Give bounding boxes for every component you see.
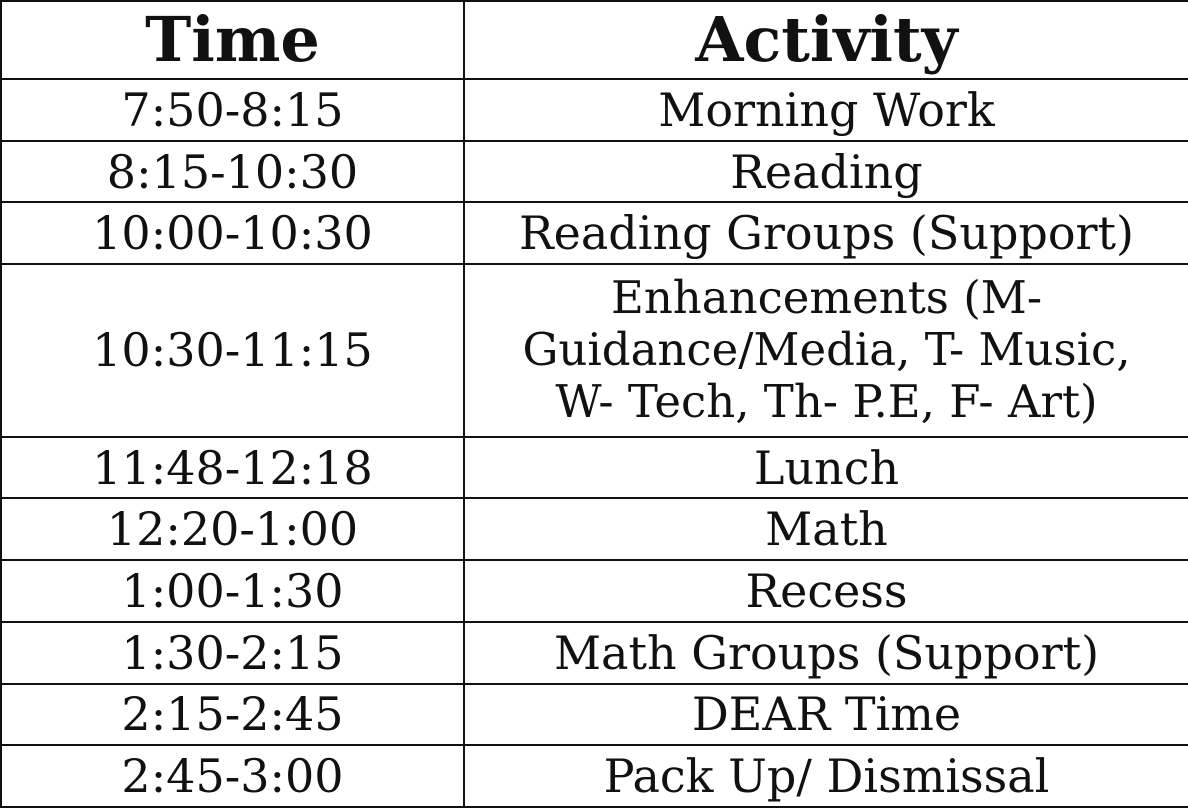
- time-cell: 2:45-3:00: [1, 745, 464, 807]
- time-cell: 10:00-10:30: [1, 202, 464, 264]
- activity-column-header: Activity: [464, 1, 1188, 79]
- activity-cell: DEAR Time: [464, 684, 1188, 746]
- time-cell: 8:15-10:30: [1, 141, 464, 203]
- time-cell: 10:30-11:15: [1, 264, 464, 437]
- time-cell: 7:50-8:15: [1, 79, 464, 141]
- table-row: [1, 264, 1188, 437]
- activity-cell: Math Groups (Support): [464, 622, 1188, 684]
- header-row: [1, 1, 1188, 79]
- table-row: [1, 141, 1188, 203]
- activity-line: W- Tech, Th- P.E, F- Art): [555, 375, 1098, 429]
- table-row: [1, 498, 1188, 560]
- activity-cell: Reading: [464, 141, 1188, 203]
- table-row: [1, 560, 1188, 622]
- time-cell: 1:00-1:30: [1, 560, 464, 622]
- table-row: [1, 745, 1188, 807]
- table-row: [1, 622, 1188, 684]
- table-row: [1, 684, 1188, 746]
- activity-cell: Reading Groups (Support): [464, 202, 1188, 264]
- activity-cell: Math: [464, 498, 1188, 560]
- activity-line: Guidance/Media, T- Music,: [522, 323, 1131, 377]
- activity-cell: Recess: [464, 560, 1188, 622]
- activity-cell: Pack Up/ Dismissal: [464, 745, 1188, 807]
- time-cell: 2:15-2:45: [1, 684, 464, 746]
- activity-cell: Morning Work: [464, 79, 1188, 141]
- activity-cell: Lunch: [464, 437, 1188, 499]
- table-row: [1, 79, 1188, 141]
- activity-line: Enhancements (M-: [610, 271, 1043, 325]
- time-cell: 12:20-1:00: [1, 498, 464, 560]
- activity-cell: [464, 264, 1188, 437]
- time-cell: 11:48-12:18: [1, 437, 464, 499]
- table-row: [1, 437, 1188, 499]
- time-column-header: Time: [1, 1, 464, 79]
- time-cell: 1:30-2:15: [1, 622, 464, 684]
- table-row: [1, 202, 1188, 264]
